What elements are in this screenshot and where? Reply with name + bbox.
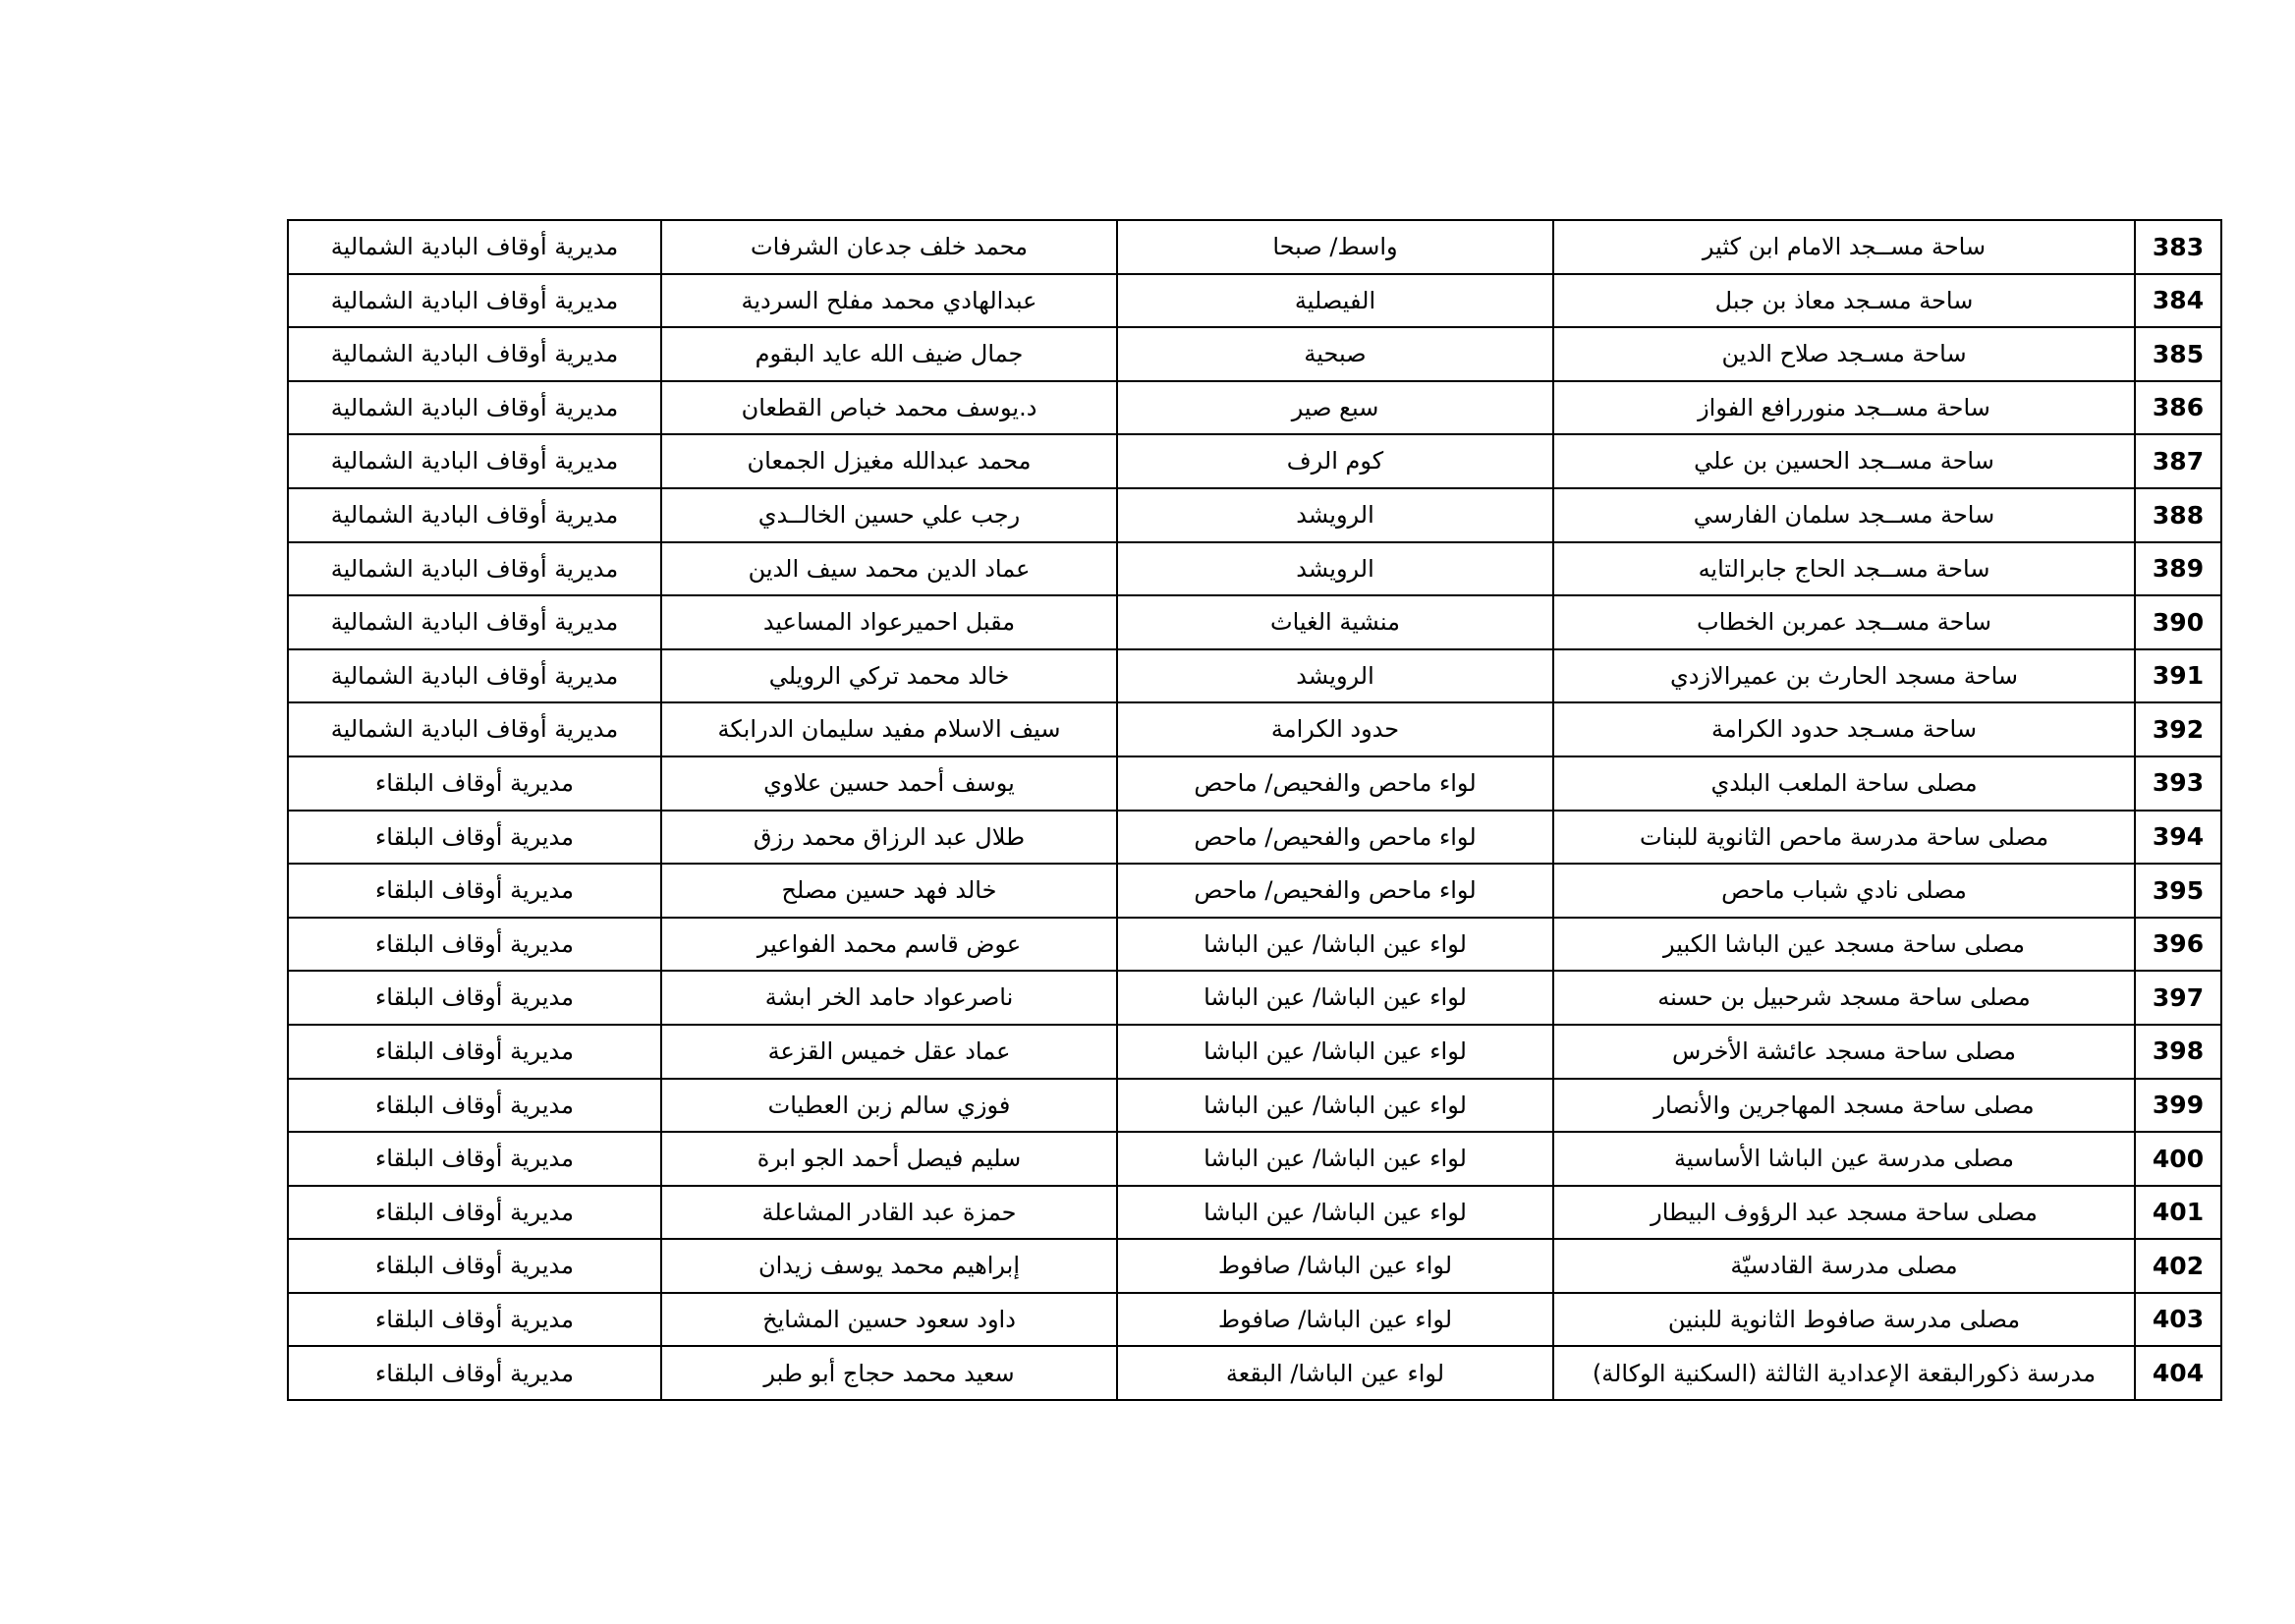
directorate-cell: مديرية أوقاف البلقاء: [288, 756, 661, 811]
prayer-site-cell: ساحة مســجد عمربن الخطاب: [1553, 595, 2135, 649]
prayer-site-cell: ساحة مسـجد معاذ بن جبل: [1553, 274, 2135, 328]
row-number-cell: 401: [2135, 1186, 2221, 1240]
imam-name-cell: سيف الاسلام مفيد سليمان الدرابكة: [661, 702, 1117, 756]
area-cell: لواء عين الباشا/ عين الباشا: [1117, 1025, 1553, 1079]
row-number-cell: 384: [2135, 274, 2221, 328]
directorate-cell: مديرية أوقاف البلقاء: [288, 918, 661, 972]
imam-name-cell: خالد محمد تركي الرويلي: [661, 649, 1117, 703]
directorate-cell: مديرية أوقاف البلقاء: [288, 1025, 661, 1079]
prayer-site-cell: ساحة مســجد سلمان الفارسي: [1553, 488, 2135, 542]
row-number-cell: 385: [2135, 327, 2221, 381]
directorate-cell: مديرية أوقاف البادية الشمالية: [288, 488, 661, 542]
row-number-cell: 403: [2135, 1293, 2221, 1347]
prayer-site-cell: ساحة مسـجد صلاح الدين: [1553, 327, 2135, 381]
table-row: [288, 542, 2221, 596]
area-cell: الرويشد: [1117, 542, 1553, 596]
area-cell: سبع صير: [1117, 381, 1553, 435]
prayer-site-cell: ساحة مســجد الحاج جابرالتايه: [1553, 542, 2135, 596]
row-number-cell: 404: [2135, 1346, 2221, 1400]
table-row: [288, 1346, 2221, 1400]
area-cell: كوم الرف: [1117, 434, 1553, 488]
area-cell: الرويشد: [1117, 488, 1553, 542]
prayer-site-cell: مدرسة ذكورالبقعة الإعدادية الثالثة (السكنية الوكالة): [1553, 1346, 2135, 1400]
prayer-site-cell: مصلى ساحة مسجد عين الباشا الكبير: [1553, 918, 2135, 972]
prayer-sites-table: [287, 219, 2222, 1401]
imam-name-cell: إبراهيم محمد يوسف زيدان: [661, 1239, 1117, 1293]
row-number-cell: 392: [2135, 702, 2221, 756]
area-cell: لواء عين الباشا/ عين الباشا: [1117, 1079, 1553, 1133]
area-cell: واسط/ صبحا: [1117, 220, 1553, 274]
prayer-site-cell: مصلى ساحة مسجد عبد الرؤوف البيطار: [1553, 1186, 2135, 1240]
imam-name-cell: سليم فيصل أحمد الجو ابرة: [661, 1132, 1117, 1186]
imam-name-cell: سعيد محمد حجاج أبو طبر: [661, 1346, 1117, 1400]
area-cell: لواء عين الباشا/ صافوط: [1117, 1293, 1553, 1347]
imam-name-cell: محمد خلف جدعان الشرفات: [661, 220, 1117, 274]
area-cell: الفيصلية: [1117, 274, 1553, 328]
imam-name-cell: رجب علي حسين الخالــدي: [661, 488, 1117, 542]
table-row: [288, 1293, 2221, 1347]
row-number-cell: 388: [2135, 488, 2221, 542]
directorate-cell: مديرية أوقاف البلقاء: [288, 1186, 661, 1240]
directorate-cell: مديرية أوقاف البادية الشمالية: [288, 649, 661, 703]
row-number-cell: 389: [2135, 542, 2221, 596]
area-cell: صبحية: [1117, 327, 1553, 381]
table-row: [288, 918, 2221, 972]
imam-name-cell: خالد فهد حسين مصلح: [661, 864, 1117, 918]
directorate-cell: مديرية أوقاف البلقاء: [288, 864, 661, 918]
imam-name-cell: يوسف أحمد حسين علاوي: [661, 756, 1117, 811]
imam-name-cell: عبدالهادي محمد مفلح السردية: [661, 274, 1117, 328]
area-cell: لواء عين الباشا/ عين الباشا: [1117, 918, 1553, 972]
area-cell: منشية الغياث: [1117, 595, 1553, 649]
row-number-cell: 394: [2135, 811, 2221, 865]
area-cell: لواء عين الباشا/ عين الباشا: [1117, 971, 1553, 1025]
table-row: [288, 327, 2221, 381]
prayer-site-cell: مصلى ساحة مسجد شرحبيل بن حسنه: [1553, 971, 2135, 1025]
table-row: [288, 811, 2221, 865]
area-cell: حدود الكرامة: [1117, 702, 1553, 756]
prayer-site-cell: ساحة مســجد الامام ابن كثير: [1553, 220, 2135, 274]
table-body: [288, 220, 2221, 1400]
table-row: [288, 971, 2221, 1025]
area-cell: لواء عين الباشا/ صافوط: [1117, 1239, 1553, 1293]
prayer-site-cell: مصلى ساحة الملعب البلدي: [1553, 756, 2135, 811]
row-number-cell: 395: [2135, 864, 2221, 918]
directorate-cell: مديرية أوقاف البلقاء: [288, 971, 661, 1025]
row-number-cell: 400: [2135, 1132, 2221, 1186]
row-number-cell: 402: [2135, 1239, 2221, 1293]
table-row: [288, 1186, 2221, 1240]
row-number-cell: 398: [2135, 1025, 2221, 1079]
table-row: [288, 864, 2221, 918]
row-number-cell: 393: [2135, 756, 2221, 811]
table-row: [288, 756, 2221, 811]
area-cell: لواء ماحص والفحيص/ ماحص: [1117, 811, 1553, 865]
directorate-cell: مديرية أوقاف البادية الشمالية: [288, 327, 661, 381]
prayer-site-cell: ساحة مســجد الحسين بن علي: [1553, 434, 2135, 488]
directorate-cell: مديرية أوقاف البادية الشمالية: [288, 702, 661, 756]
prayer-site-cell: مصلى ساحة مسجد عائشة الأخرس: [1553, 1025, 2135, 1079]
imam-name-cell: فوزي سالم زبن العطيات: [661, 1079, 1117, 1133]
row-number-cell: 399: [2135, 1079, 2221, 1133]
table-row: [288, 1239, 2221, 1293]
directorate-cell: مديرية أوقاف البلقاء: [288, 811, 661, 865]
imam-name-cell: عوض قاسم محمد الفواعير: [661, 918, 1117, 972]
area-cell: لواء ماحص والفحيص/ ماحص: [1117, 864, 1553, 918]
imam-name-cell: جمال ضيف الله عايد البقوم: [661, 327, 1117, 381]
directorate-cell: مديرية أوقاف البادية الشمالية: [288, 434, 661, 488]
table-row: [288, 1025, 2221, 1079]
directorate-cell: مديرية أوقاف البادية الشمالية: [288, 542, 661, 596]
prayer-site-cell: ساحة مسـجد حدود الكرامة: [1553, 702, 2135, 756]
prayer-site-cell: مصلى ساحة مسجد المهاجرين والأنصار: [1553, 1079, 2135, 1133]
imam-name-cell: محمد عبدالله مغيزل الجمعان: [661, 434, 1117, 488]
row-number-cell: 396: [2135, 918, 2221, 972]
area-cell: لواء ماحص والفحيص/ ماحص: [1117, 756, 1553, 811]
row-number-cell: 383: [2135, 220, 2221, 274]
table-row: [288, 1132, 2221, 1186]
directorate-cell: مديرية أوقاف البلقاء: [288, 1132, 661, 1186]
directorate-cell: مديرية أوقاف البادية الشمالية: [288, 274, 661, 328]
directorate-cell: مديرية أوقاف البلقاء: [288, 1079, 661, 1133]
table-row: [288, 595, 2221, 649]
directorate-cell: مديرية أوقاف البادية الشمالية: [288, 220, 661, 274]
imam-name-cell: عماد عقل خميس القزعة: [661, 1025, 1117, 1079]
row-number-cell: 391: [2135, 649, 2221, 703]
directorate-cell: مديرية أوقاف البادية الشمالية: [288, 595, 661, 649]
row-number-cell: 387: [2135, 434, 2221, 488]
directorate-cell: مديرية أوقاف البلقاء: [288, 1346, 661, 1400]
imam-name-cell: حمزة عبد القادر المشاعلة: [661, 1186, 1117, 1240]
directorate-cell: مديرية أوقاف البلقاء: [288, 1239, 661, 1293]
prayer-site-cell: مصلى مدرسة القادسيّة: [1553, 1239, 2135, 1293]
imam-name-cell: عماد الدين محمد سيف الدين: [661, 542, 1117, 596]
directorate-cell: مديرية أوقاف البادية الشمالية: [288, 381, 661, 435]
prayer-site-cell: مصلى مدرسة عين الباشا الأساسية: [1553, 1132, 2135, 1186]
directorate-cell: مديرية أوقاف البلقاء: [288, 1293, 661, 1347]
area-cell: لواء عين الباشا/ البقعة: [1117, 1346, 1553, 1400]
table-row: [288, 274, 2221, 328]
table-row: [288, 220, 2221, 274]
prayer-site-cell: مصلى مدرسة صافوط الثانوية للبنين: [1553, 1293, 2135, 1347]
prayer-site-cell: ساحة مســجد منوررافع الفواز: [1553, 381, 2135, 435]
prayer-site-cell: مصلى نادي شباب ماحص: [1553, 864, 2135, 918]
prayer-site-cell: ساحة مسجد الحارث بن عميرالازدي: [1553, 649, 2135, 703]
imam-name-cell: داود سعود حسين المشايخ: [661, 1293, 1117, 1347]
table-row: [288, 434, 2221, 488]
table-row: [288, 1079, 2221, 1133]
row-number-cell: 390: [2135, 595, 2221, 649]
table-row: [288, 702, 2221, 756]
table-row: [288, 381, 2221, 435]
table-row: [288, 649, 2221, 703]
imam-name-cell: طلال عبد الرزاق محمد رزق: [661, 811, 1117, 865]
area-cell: الرويشد: [1117, 649, 1553, 703]
imam-name-cell: د.يوسف محمد خباص القطعان: [661, 381, 1117, 435]
imam-name-cell: ناصرعواد حامد الخر ابشة: [661, 971, 1117, 1025]
imam-name-cell: مقبل احميرعواد المساعيد: [661, 595, 1117, 649]
prayer-site-cell: مصلى ساحة مدرسة ماحص الثانوية للبنات: [1553, 811, 2135, 865]
table-row: [288, 488, 2221, 542]
area-cell: لواء عين الباشا/ عين الباشا: [1117, 1132, 1553, 1186]
area-cell: لواء عين الباشا/ عين الباشا: [1117, 1186, 1553, 1240]
row-number-cell: 397: [2135, 971, 2221, 1025]
row-number-cell: 386: [2135, 381, 2221, 435]
